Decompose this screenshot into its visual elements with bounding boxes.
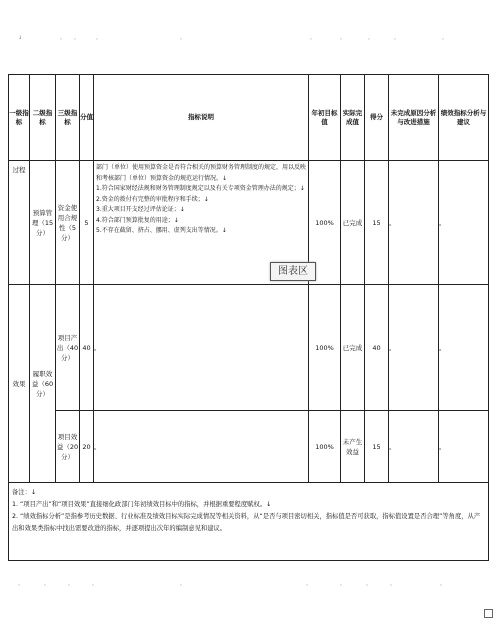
header-target: 年初目标值: [309, 75, 341, 161]
cell-desc: 。: [94, 411, 309, 483]
page-mark: 。: [440, 581, 446, 587]
cell-reason: 。: [389, 161, 439, 285]
page-mark: 。: [74, 35, 80, 41]
notes-title: 备注：↓: [12, 489, 37, 496]
header-level3: 三级指标: [56, 75, 80, 161]
chart-area-label[interactable]: 图表区: [270, 262, 316, 281]
notes-row: [9, 483, 489, 561]
page-mark: 。: [340, 35, 346, 41]
cell-level2: 履职效益（60分）: [30, 285, 56, 483]
page-mark: ↓: [18, 35, 23, 41]
header-reason: 未完成原因分析与改进措施: [389, 75, 439, 161]
cell-suggest: 。: [439, 161, 489, 285]
performance-table: [8, 74, 489, 561]
header-score: 分值: [80, 75, 94, 161]
header-suggest: 绩效指标分析与建议: [439, 75, 489, 161]
cell-got: 15: [365, 411, 389, 483]
cell-reason: 。: [389, 411, 439, 483]
table-row: [9, 285, 489, 411]
desc-line: 4.符合部门预算批复的用途；↓: [96, 216, 179, 224]
page-mark: 。: [68, 581, 74, 587]
page-mark: 。: [442, 35, 448, 41]
page-mark: 。: [310, 35, 316, 41]
desc-line: 3.重大项目开支经过评估论证；↓: [96, 206, 185, 213]
note-line: 2. “绩效指标分析”是指参考历史数据、行业标准及绩效目标实际完成情况等相关资料，从“是否与项目密切相关，指标值是否可获取，指标值设置是否合理”等角度，从产出和效果类指标中找出需要改进的指标，并逐项提出次年的编制意见和建议。: [12, 513, 481, 532]
cell-level3: 项目产出（40分）: [56, 285, 80, 411]
header-got: 得分: [365, 75, 389, 161]
cell-got: 15: [365, 161, 389, 285]
desc-line: 2.资金的拨付有完整的审批程序和手续；↓: [96, 195, 209, 203]
cell-desc: 。: [94, 285, 309, 411]
cell-suggest: 。: [439, 285, 489, 411]
cell-actual: 未产生效益: [341, 411, 365, 483]
page-mark: 。: [394, 35, 400, 41]
header-row: [9, 75, 489, 161]
header-actual: 实际完成值: [341, 75, 365, 161]
table-row: [9, 161, 489, 285]
cell-level1: 效果: [9, 285, 30, 483]
notes-cell: [9, 483, 489, 561]
page-mark: 。: [180, 581, 186, 587]
cell-reason: 。: [389, 285, 439, 411]
page-mark: 。: [368, 35, 374, 41]
cell-level1: 过程: [9, 161, 30, 285]
note-line: 1. “项目产出”和“项目效果”直接细化政部门年初绩效目标中的指标，并根据重要程度赋权。↓: [12, 501, 272, 508]
page-mark: 。: [18, 581, 24, 587]
page-mark: 。: [340, 581, 346, 587]
cell-level2: 预算管理（15分）: [30, 161, 56, 285]
cell-level3: 资金使用合规性（5分）: [56, 161, 80, 285]
desc-line: 部门（单位）使用预算资金是否符合相关的预算财务管理制度的规定，用以反映和考核部门（单位）预算资金的规范运行情况。↓: [96, 164, 307, 182]
cell-target: 100%: [309, 161, 341, 285]
table-row: [9, 411, 489, 483]
header-level2: 二级指标: [30, 75, 56, 161]
page-mark: 。: [44, 581, 50, 587]
desc-line: 1.符合国家财经法规和财务管理制度规定以及有关专项资金管理办法的规定；↓: [96, 185, 305, 192]
cell-score: 40: [80, 285, 94, 411]
header-desc: 指标说明: [94, 75, 309, 161]
desc-line: 5.不存在截留、挤占、挪用、虚列支出等情况。↓: [96, 227, 227, 234]
cell-score: 5: [80, 161, 94, 285]
corner-square-icon: [484, 609, 493, 618]
page-mark: 。: [306, 581, 312, 587]
page-mark: 。: [390, 581, 396, 587]
cell-suggest: 。: [439, 411, 489, 483]
cell-target: 100%: [309, 411, 341, 483]
cell-actual: 已完成: [341, 161, 365, 285]
page-mark: 。: [60, 35, 66, 41]
page-mark: 。: [180, 35, 186, 41]
cell-score: 20: [80, 411, 94, 483]
cell-got: 40: [365, 285, 389, 411]
cell-actual: 已完成: [341, 285, 365, 411]
cell-level3: 项目效益（20分）: [56, 411, 80, 483]
page-mark: 。: [366, 581, 372, 587]
header-level1: 一级指标: [9, 75, 30, 161]
cell-target: 100%: [309, 285, 341, 411]
page-mark: 。: [96, 35, 102, 41]
page-mark: 。: [92, 581, 98, 587]
